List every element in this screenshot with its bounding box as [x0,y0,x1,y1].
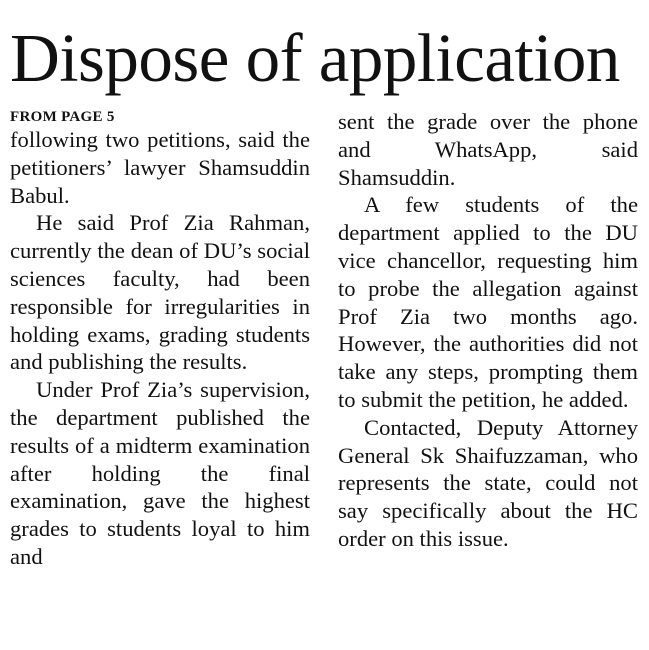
paragraph-right-2: A few students of the department applied to the DU vice chancellor, requesting him to probe the allegation against Prof Zia two months ago. However, the authorities did not take any steps, prompting them to submit the petition, he added. [338,192,638,412]
paragraph-left-3: Under Prof Zia’s supervision, the department published the results of a midterm examination after holding the final examination, gave the highest grades to students loyal to him and [10,377,310,569]
continuation-kicker: FROM PAGE 5 [10,109,115,125]
right-column [338,108,638,571]
paragraph-left-2: He said Prof Zia Rahman, currently the dean of DU’s social sciences faculty, had been responsible for irregularities in holding exams, grading students and publishing the results. [10,210,310,375]
paragraph-left-1: following two petitions, said the petitioners’ lawyer Shamsuddin Babul. [10,127,310,208]
article-body [10,108,638,571]
headline: Dispose of application [10,20,620,96]
left-column [10,108,310,571]
paragraph-right-1: sent the grade over the phone and WhatsApp, said Shamsuddin. [338,109,638,190]
paragraph-right-3: Contacted, Deputy Attorney General Sk Shaifuzzaman, who represents the state, could not say specifically about the HC order on this issue. [338,414,638,551]
